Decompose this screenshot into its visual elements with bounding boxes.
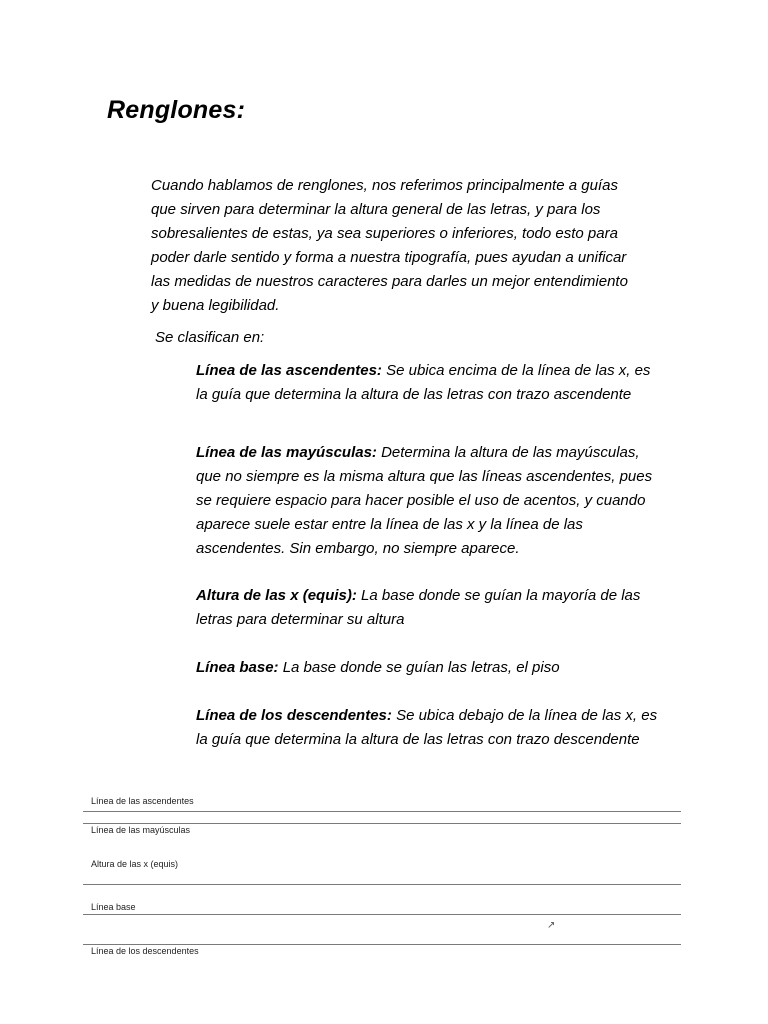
- definition-altura-x: [196, 584, 666, 632]
- guide-label-altura-x: Altura de las x (equis): [91, 859, 179, 869]
- guide-label-base: Línea base: [91, 902, 136, 912]
- definition-term: Línea de las ascendentes:: [196, 362, 382, 379]
- definition-text: Determina la altura de las mayúsculas, que no siempre es la misma altura que las líneas ascendentes, pues se requiere espacio para hacer posible el uso de acentos, y cuando aparece suele estar entre la línea de las x y la línea de las ascendentes. Sin embargo, no siempre aparece.: [196, 444, 653, 557]
- guide-line-ascendentes: [83, 811, 681, 812]
- guide-line-base: [83, 914, 681, 915]
- definition-ascendentes: [196, 359, 666, 407]
- definition-term: Línea de los descendentes:: [196, 707, 392, 724]
- definition-text: La base donde se guían la mayoría de las letras para determinar su altura: [196, 587, 641, 628]
- definition-term: Altura de las x (equis):: [196, 587, 357, 604]
- definition-text: Se ubica debajo de la línea de las x, es la guía que determina la altura de las letras con trazo descendente: [196, 707, 658, 748]
- guide-label-mayusculas: Línea de las mayúsculas: [91, 825, 191, 835]
- guide-line-descendentes: [83, 944, 681, 945]
- definition-term: Línea base:: [196, 659, 279, 676]
- definition-mayusculas: [196, 441, 666, 561]
- definition-descendentes: [196, 704, 666, 752]
- intro-paragraph: Cuando hablamos de renglones, nos referimos principalmente a guías que sirven para determinar la altura general de las letras, y para los sobresalientes de estas, ya sea superiores o inferiores, todo esto para poder darle sentido y forma a nuestra tipografía, pues ayudan a unificar las medidas de nuestros caracteres para darles un mejor entendimiento y buena legibilidad.: [151, 177, 628, 314]
- definition-linea-base: [196, 656, 666, 680]
- guide-label-ascendentes: Línea de las ascendentes: [91, 796, 194, 806]
- page-title: Renglones:: [107, 96, 246, 124]
- definition-term: Línea de las mayúsculas:: [196, 444, 377, 461]
- guide-label-descendentes: Línea de los descendentes: [91, 946, 199, 956]
- guide-line-altura-x: [83, 884, 681, 885]
- mouse-cursor-icon: ↗: [547, 920, 556, 931]
- definition-text: La base donde se guían las letras, el piso: [278, 659, 560, 676]
- definition-text: Se ubica encima de la línea de las x, es la guía que determina la altura de las letras con trazo ascendente: [196, 362, 651, 403]
- guideline-diagram: [83, 790, 681, 960]
- classify-heading: Se clasifican en:: [155, 329, 265, 346]
- guide-line-mayusculas: [83, 823, 681, 824]
